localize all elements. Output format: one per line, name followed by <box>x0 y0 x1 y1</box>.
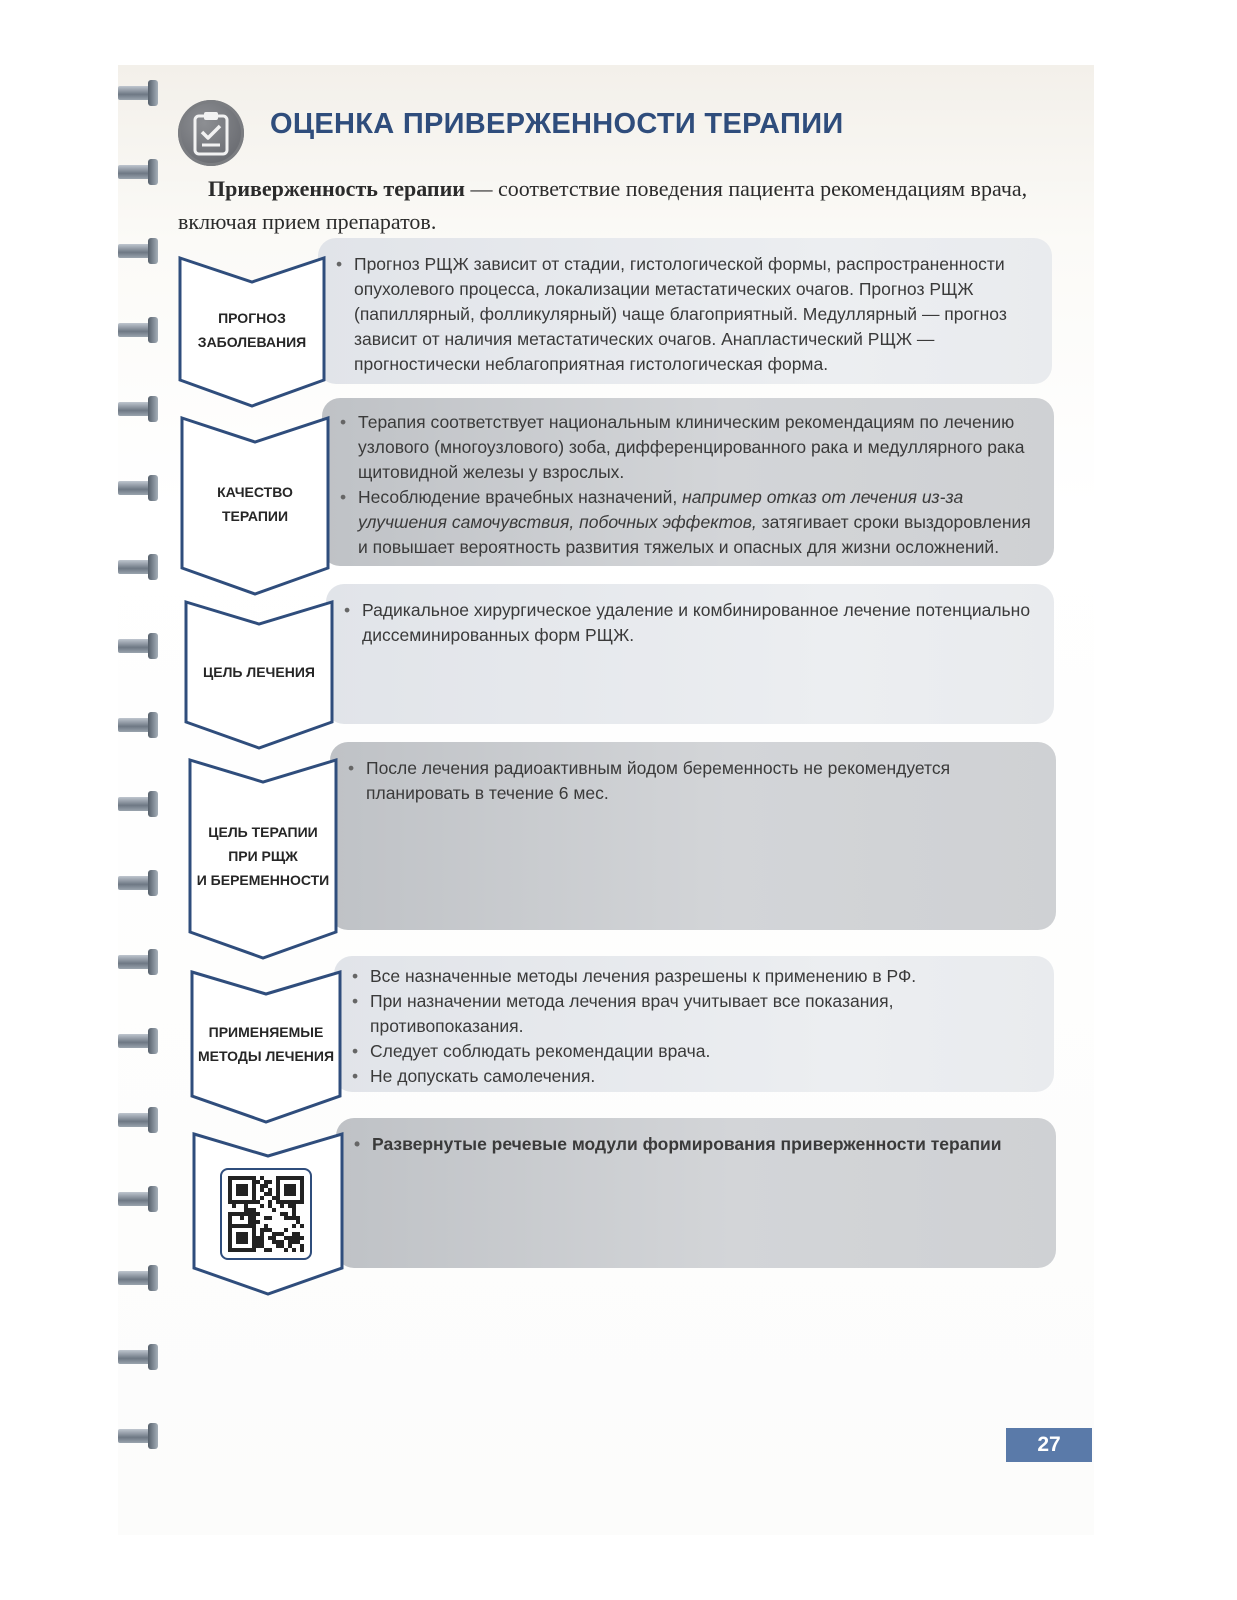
label-therapy-quality <box>180 408 330 596</box>
spiral-ring <box>118 1423 164 1451</box>
bullet-item: • После лечения радиоактивным йодом беременность не рекомендуется планировать в течение 6 мес. <box>348 756 1040 806</box>
spiral-ring <box>118 1028 164 1056</box>
label-line: ПРИМЕНЯЕМЫЕ <box>208 1024 324 1040</box>
bullet-item: • Все назначенные методы лечения разрешены к применению в РФ. <box>352 964 1038 989</box>
spiral-binding <box>118 80 170 1500</box>
bullet-text: затягивает сроки выздоровления и повышает вероятность развития тяжелых и опасных для жизни осложнений. <box>358 512 1031 557</box>
label-pregnancy-goal <box>188 750 338 960</box>
spiral-ring <box>118 1107 164 1135</box>
label-line: ЦЕЛЬ ТЕРАПИИ <box>208 824 318 840</box>
label-line: ПРИ РЩЖ <box>228 848 298 864</box>
label-treatment-goal <box>184 592 334 750</box>
label-line: ЦЕЛЬ ЛЕЧЕНИЯ <box>203 664 315 680</box>
panel-prognosis <box>318 238 1052 384</box>
spiral-ring <box>118 317 164 345</box>
bullet-item <box>340 485 1038 560</box>
bullet-item: • Не допускать самолечения. <box>352 1064 1038 1089</box>
bullet-item: • Терапия соответствует национальным клиническим рекомендациям по лечению узлового (многоузлового) зоба, дифференцированного рака и медуллярного рака щитовидной железы у взрослых. <box>340 410 1038 485</box>
label-line: МЕТОДЫ ЛЕЧЕНИЯ <box>197 1048 335 1064</box>
bullet-item: • Следует соблюдать рекомендации врача. <box>352 1039 1038 1064</box>
label-qr <box>192 1124 344 1296</box>
label-line: ТЕРАПИИ <box>221 508 289 524</box>
definition-term: Приверженность терапии <box>208 176 465 201</box>
spiral-ring <box>118 712 164 740</box>
spiral-ring <box>118 633 164 661</box>
label-methods <box>190 962 342 1124</box>
spiral-ring <box>118 554 164 582</box>
panel-pregnancy-goal <box>330 742 1056 930</box>
spiral-ring <box>118 396 164 424</box>
label-line: ПРОГНОЗ <box>218 310 286 326</box>
qr-code-icon[interactable] <box>220 1168 312 1260</box>
spiral-ring <box>118 159 164 187</box>
bullet-item: • Радикальное хирургическое удаление и комбинированное лечение потенциально диссеминированных форм РЩЖ. <box>344 598 1038 648</box>
spiral-ring <box>118 475 164 503</box>
label-line: И БЕРЕМЕННОСТИ <box>196 872 330 888</box>
spiral-ring <box>118 1265 164 1293</box>
spiral-ring <box>118 949 164 977</box>
spiral-ring <box>118 1344 164 1372</box>
panel-therapy-quality <box>322 398 1054 566</box>
spiral-ring <box>118 80 164 108</box>
definition-text: — соответствие поведения пациента рекомендациям врача, включая прием препаратов. <box>178 176 1028 234</box>
bullet-italic: например отказ от лечения из-за улучшения самочувствия, побочных эффектов, <box>358 487 964 532</box>
clipboard-check-icon <box>178 100 244 166</box>
panel-methods <box>334 956 1054 1092</box>
spiral-ring <box>118 791 164 819</box>
bullet-text: Несоблюдение врачебных назначений, <box>358 487 683 507</box>
bullet-item: • Развернутые речевые модули формирования приверженности терапии <box>354 1132 1040 1157</box>
intro-definition <box>178 172 1058 238</box>
bullet-item: • Прогноз РЩЖ зависит от стадии, гистологической формы, распространенности опухолевого процесса, локализации метастатических очагов. Прогноз РЩЖ (папиллярный, фолликулярный) чаще благоприятный. Медуллярный — прогноз зависит от наличия метастатических очагов. Анапластический РЩЖ — прогностически неблагоприятная гистологическая форма. <box>336 252 1036 377</box>
label-line: КАЧЕСТВО <box>217 484 293 500</box>
page-title: ОЦЕНКА ПРИВЕРЖЕННОСТИ ТЕРАПИИ <box>270 108 844 140</box>
spiral-ring <box>118 870 164 898</box>
spiral-ring <box>118 1186 164 1214</box>
page-number: 27 <box>1006 1428 1092 1462</box>
spiral-ring <box>118 238 164 266</box>
label-prognosis <box>178 248 326 408</box>
bullet-item: • При назначении метода лечения врач учитывает все показания, противопоказания. <box>352 989 1038 1039</box>
panel-speech-modules <box>336 1118 1056 1268</box>
label-line: ЗАБОЛЕВАНИЯ <box>197 334 307 350</box>
page-header <box>178 100 878 168</box>
panel-treatment-goal <box>326 584 1054 724</box>
